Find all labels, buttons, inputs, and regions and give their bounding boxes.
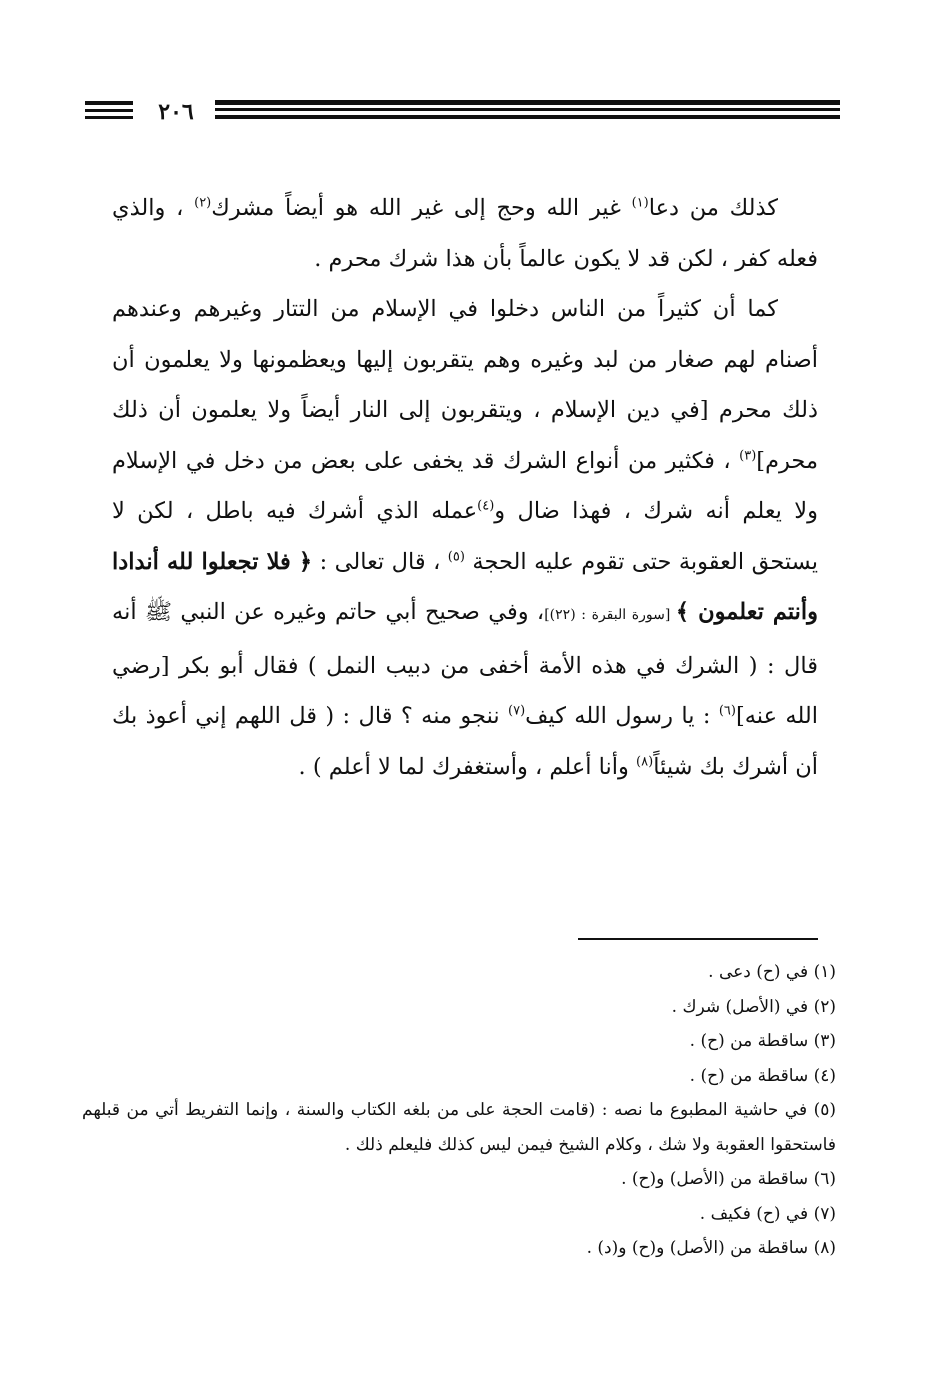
body-text-segment: ، قال تعالى : [312,548,448,575]
body-text-segment: ، فكثير من أنواع الشرك قد يخفى على بعض من دخل في الإسلام ولا يعلم أنه شرك ، فهذا ضال و [112,447,818,524]
footnote-item: (٧) في (ح) فكيف . [699,1203,836,1224]
footnote-marker: (٦) [718,703,736,719]
body-text-segment: غير الله وحج إلى غير الله هو أيضاً مشرك [211,195,632,221]
body-text-segment: كذلك من دعا [648,195,778,221]
body-paragraph [112,183,818,284]
footnote-item: (٦) ساقطة من (الأصل) و(ح) . [621,1169,836,1189]
body-text-segment: عمله الذي أشرك فيه باطل ، لكن لا يستحق العقوبة حتى تقوم عليه الحجة [112,498,818,575]
body-paragraph [112,284,818,792]
body-text-segment: : يا رسول الله كيف [525,703,719,729]
header-rule-right-2 [185,108,840,111]
header-rule-right [185,100,840,105]
footnote-marker: (١) [631,195,649,211]
footnote-marker: (٢) [194,195,212,211]
footnote-item: (٥) في حاشية المطبوع ما نصه : (قامت الحجة على من بلغه الكتاب والسنة ، وإنما التفريط أتي من قبلهم فاستحقوا العقوبة ولا شك ، وكلام الشيخ فيمن ليس كذلك فليعلم ذلك . [82,1100,836,1155]
header-rule-left-3 [85,116,133,119]
header-rule-left-2 [85,109,133,112]
body-text-segment: ، والذي فعله كفر ، لكن قد لا يكون عالماً بأن هذا شرك محرم . [112,195,818,272]
footnotes [82,955,836,1266]
verse-reference: [سورة البقرة : (٢٢)] [544,607,676,623]
footnote-item: (٨) ساقطة من (الأصل) و(ح) و(د) . [586,1238,836,1258]
body-text-segment: وأنا أعلم ، وأستغفرك لما لا أعلم ) . [298,753,637,780]
page-number: ٢٠٦ [137,100,215,124]
header-rule-right-3 [185,115,840,119]
footnote-marker: (٨) [636,754,654,769]
footnote-marker: (٤) [477,498,495,514]
footnote-item: (١) في (ح) دعى . [708,962,836,982]
main-text [112,183,818,792]
body-text-segment: كما أن كثيراً من الناس دخلوا في الإسلام من التتار وغيرهم وعندهم أصنام لهم صغار من لبد وغيره وهم يتقربون إليها ويعظمونها ولا يعلمون أن ذلك محرم [في دين الإسلام ، ويتقربون إلى النار أيضاً ولا يعلمون أن ذلك محرم] [112,296,818,474]
body-text-segment: ، وفي صحيح أبي حاتم وغيره عن النبي ﷺ أنه قال : ( الشرك في هذه الأمة أخفى من دبيب النمل ) فقال أبو بكر [رضي الله عنه] [112,599,819,729]
footnote-marker: (٧) [508,703,526,719]
quran-verse: ﴿ فلا تجعلوا لله أندادا وأنتم تعلمون ﴾ [112,548,818,625]
page-header [85,98,840,128]
body-text-segment: ننجو منه ؟ قال : ( قل اللهم إني أعوذ بك أن أشرك بك شيئاً [112,703,818,780]
footnote-item: (٤) ساقطة من (ح) . [689,1065,836,1086]
footnote-item: (٣) ساقطة من (ح) . [689,1031,836,1051]
footnote-item: (٢) في (الأصل) شرك . [671,996,836,1017]
footnote-marker: (٥) [447,549,465,564]
footnote-marker: (٣) [739,448,757,463]
header-rule-left [85,101,133,105]
footnote-separator [578,938,818,940]
